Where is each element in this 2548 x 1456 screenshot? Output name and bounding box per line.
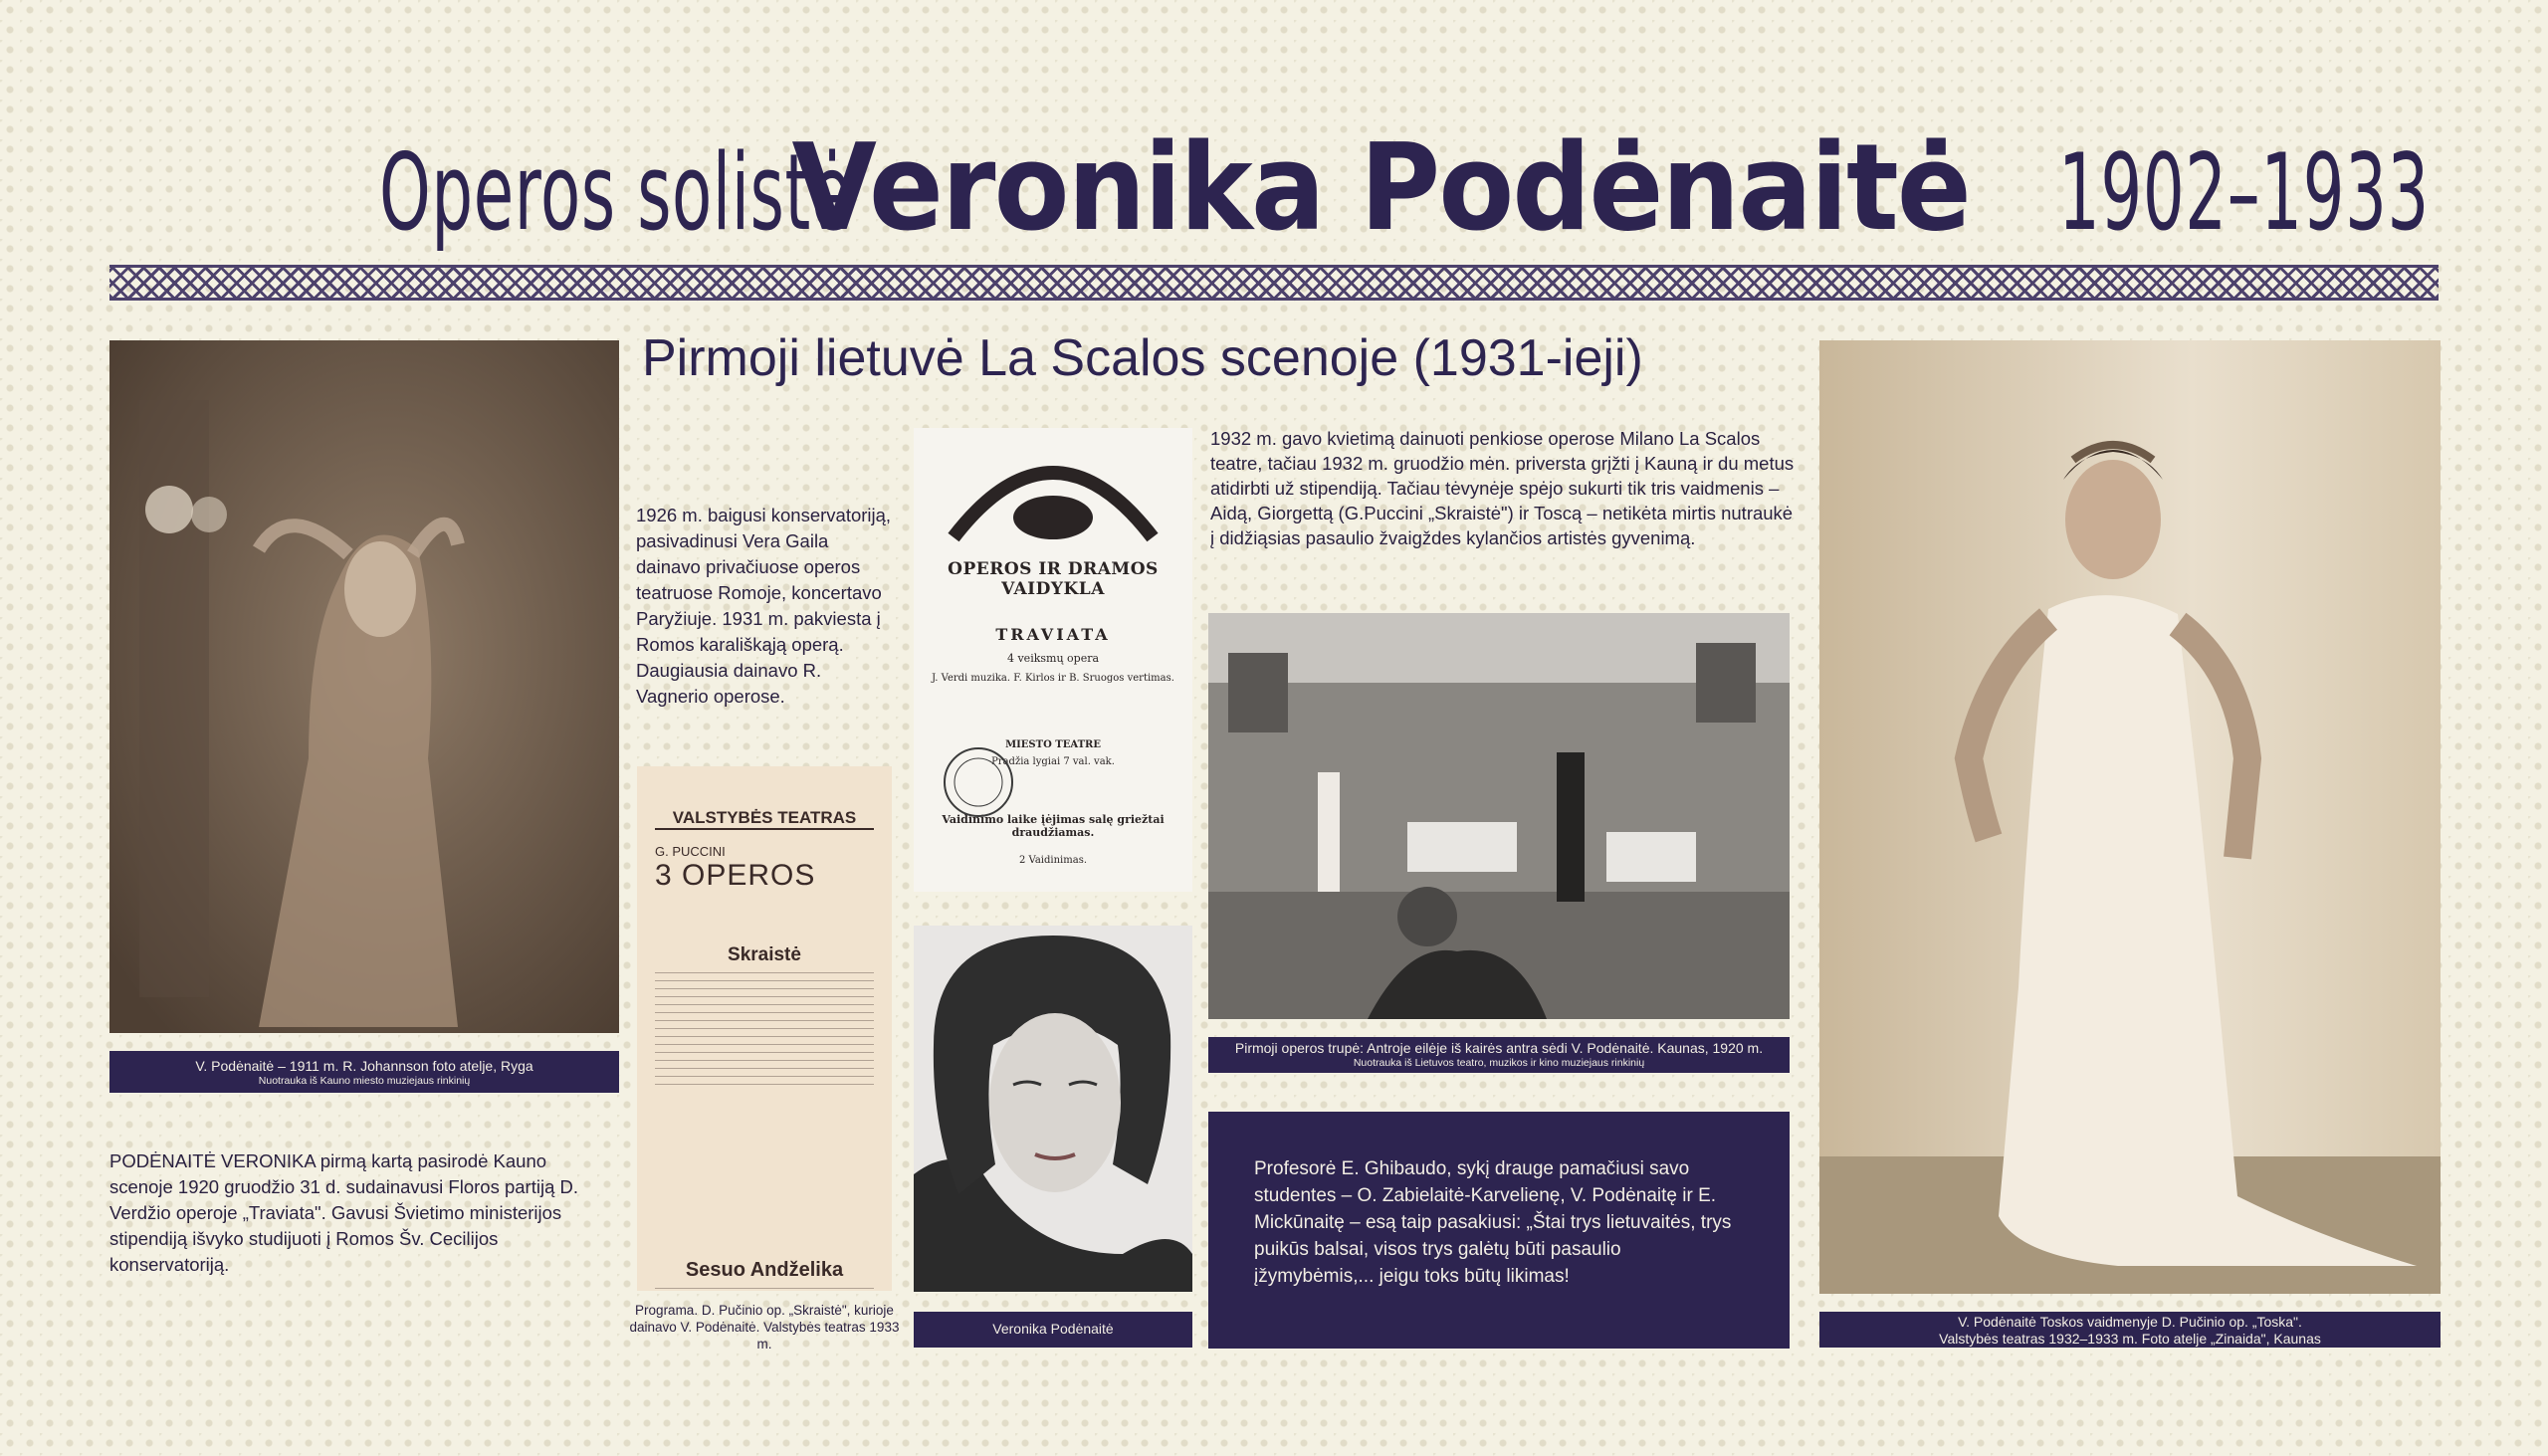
ornament-border <box>109 265 2439 301</box>
poster-emblem <box>934 438 1172 547</box>
troupe-caption <box>1208 1037 1790 1073</box>
poster-line7: Vaidinimo laike įėjimas salę griežtai draudžiamas. <box>942 813 1165 839</box>
title-years: 1902–1933 <box>2058 131 2431 254</box>
poster-line2: TRAVIATA <box>995 625 1111 644</box>
poster-line8: 2 Vaidinimas. <box>1019 855 1087 866</box>
poster-line3: 4 veiksmų opera <box>1006 652 1100 665</box>
portrait-photo <box>914 926 1192 1292</box>
photo1-caption-source: Nuotrauka iš Kauno miesto muziejaus rinkinių <box>258 1075 471 1087</box>
program-opera1: Skraistė <box>728 944 801 965</box>
bio-scala-text: 1932 m. gavo kvietimą dainuoti penkiose operose Milano La Scalos teatre, tačiau 1932 m. gruodžio mėn. priversta grįžti į Kauną ir du metus atidirbti už stipendiją. Tačiau tėvynėje spėjo sukurti tik tris vaidmenis – Aidą, Giorgettą (G.Puccini „Skraistė") ir Toscą – netikėta mirtis nutraukė į didžiąsias pasaulio žvaigždes kylančios artistės gyvenimą. <box>1210 428 1795 548</box>
page-title <box>0 119 2548 269</box>
program-title: 3 OPEROS <box>655 859 816 892</box>
program-header: VALSTYBĖS TEATRAS <box>655 808 874 830</box>
poster-line1: OPEROS IR DRAMOS VAIDYKLA <box>948 559 1159 599</box>
program-caption: Programa. D. Pučinio op. „Skraistė", kurioje dainavo V. Podėnaitė. Valstybės teatras 1933 m. <box>629 1303 900 1352</box>
poster-line6: Pradžia lygiai 7 val. vak. <box>991 756 1115 767</box>
title-part1: Operos solistė <box>379 131 852 254</box>
poster-line4: J. Verdi muzika. F. Kirlos ir B. Sruogos vertimas. <box>932 673 1174 684</box>
quote-box: Profesorė E. Ghibaudo, sykį drauge pamačiusi savo studentes – O. Zabielaitė-Karvelienę, V. Podėnaitę ir E. Mickūnaitę – esą taip pasakiusi: „Štai trys lietuvaitės, trys puikūs balsai, visos trys galėtų būti pasaulio įžymybėmis,... jeigu toks būtų likimas! <box>1208 1112 1790 1349</box>
troupe-caption-main: Pirmoji operos trupė: Antroje eilėje iš kairės antra sėdi V. Podėnaitė. Kaunas, 1920 m. <box>1234 1040 1764 1056</box>
title-name: Veronika Podėnaitė <box>791 119 1970 258</box>
poster-line5: MIESTO TEATRE <box>1005 739 1101 750</box>
tosca-photo <box>1819 340 2441 1294</box>
program-composer: G. PUCCINI <box>655 844 726 859</box>
bio-intro-text: PODĖNAITĖ VERONIKA pirmą kartą pasirodė Kauno scenoje 1920 gruodžio 31 d. sudainavusi Floros partiją D. Verdžio operoje „Traviata". Gavusi Švietimo ministerijos stipendiją išvyko studijuoti į Romos Šv. Cecilijos konservatoriją. <box>109 1150 579 1275</box>
opera-troupe-photo <box>1208 613 1790 1019</box>
photo1-caption <box>109 1051 619 1093</box>
photo-young-podenaite <box>109 340 619 1033</box>
tosca-caption-sub: Valstybės teatras 1932–1933 m. Foto atelje „Zinaida", Kaunas <box>1939 1331 2321 1347</box>
program-cast-list-2 <box>655 1288 874 1291</box>
bio-rome-text: 1926 m. baigusi konservatoriją, pasivadinusi Vera Gaila dainavo privačiuose operos teatruose Romoje, koncertavo Paryžiuje. 1931 m. pakviesta į Romos karališkąją operą. Daugiausia dainavo R. Vagnerio operose. <box>636 505 892 707</box>
program-cast-list <box>655 972 874 1092</box>
photo1-caption-main: V. Podėnaitė – 1911 m. R. Johannson foto atelje, Ryga <box>195 1058 533 1074</box>
traviata-poster <box>914 428 1192 892</box>
section-subtitle: Pirmoji lietuvė La Scalos scenoje (1931-ieji) <box>642 329 1643 387</box>
poster-stamp <box>924 742 1033 822</box>
portrait-caption <box>914 1312 1192 1348</box>
troupe-caption-source: Nuotrauka iš Lietuvos teatro, muzikos ir kino muziejaus rinkinių <box>1353 1057 1645 1069</box>
tosca-caption <box>1819 1312 2441 1348</box>
program-opera2: Sesuo Andželika <box>685 1259 844 1281</box>
tosca-caption-main: V. Podėnaitė Toskos vaidmenyje D. Pučinio op. „Toska". <box>1958 1314 2302 1330</box>
portrait-caption-text: Veronika Podėnaitė <box>992 1321 1114 1337</box>
program-document <box>637 766 892 1291</box>
